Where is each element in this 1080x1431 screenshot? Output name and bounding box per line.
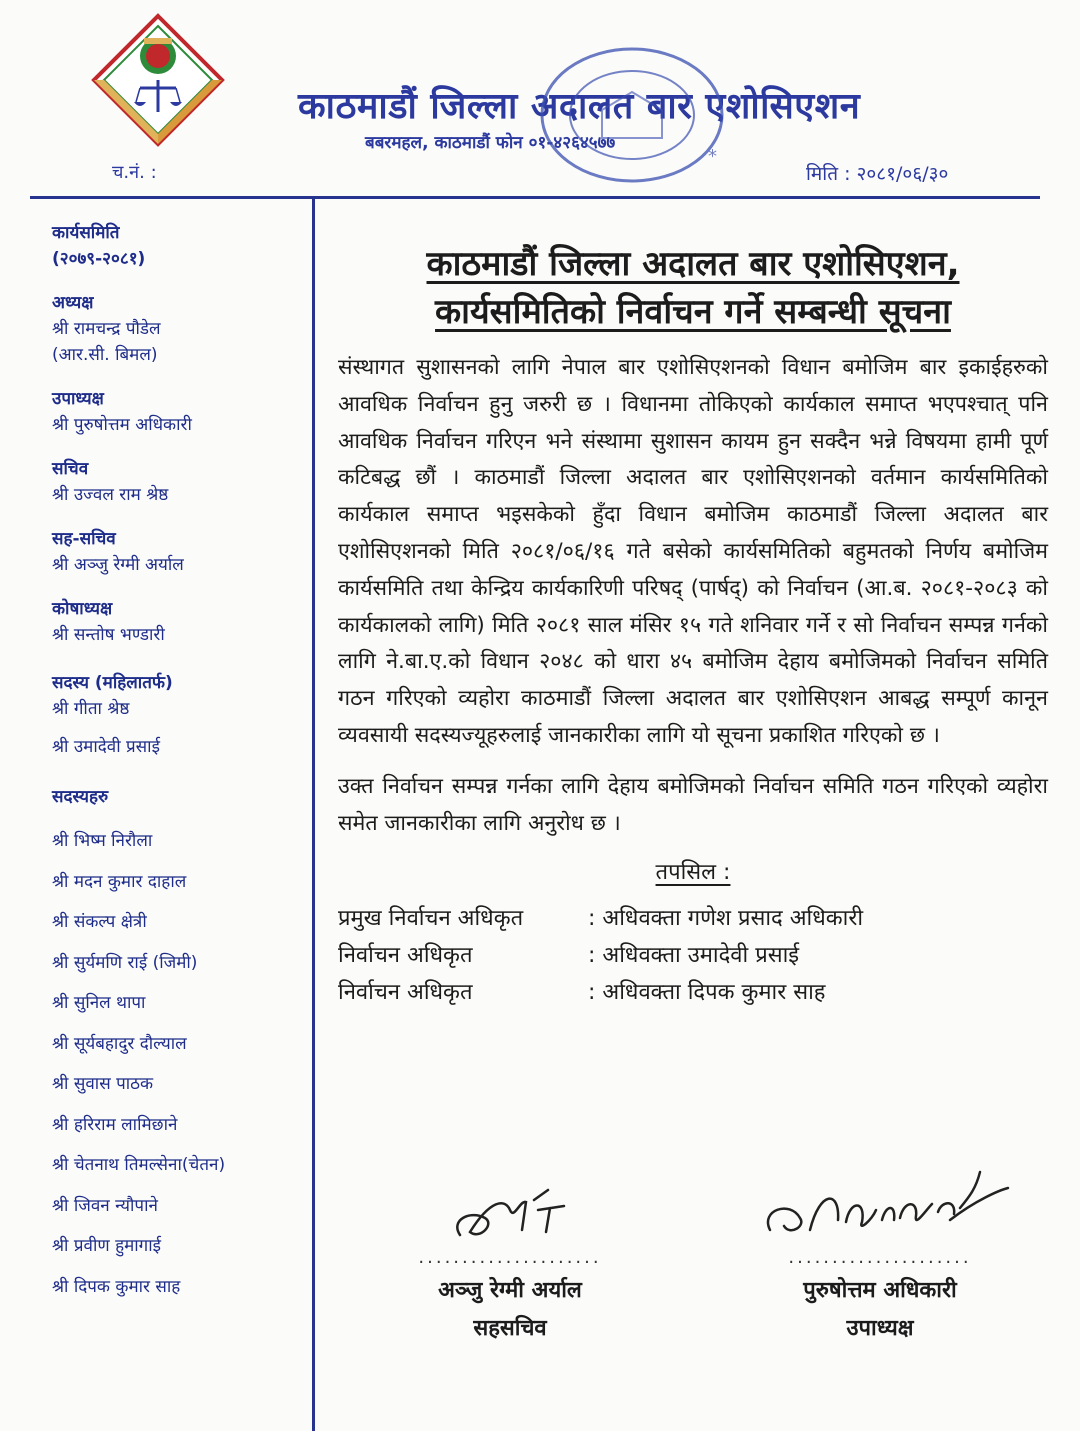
official-stamp-icon <box>532 40 732 190</box>
signatory-name: अञ्जु रेग्मी अर्याल <box>438 1278 582 1303</box>
bar-association-logo-icon <box>88 8 228 148</box>
organization-name: काठमाडौं जिल्ला अदालत बार एशोसिएशन <box>298 86 861 127</box>
signature-line: ..................... <box>788 1247 972 1268</box>
member-name: श्री चेतनाथ तिमल्सेना(चेतन) <box>52 1155 226 1175</box>
member-name: श्री हरिराम लामिछाने <box>52 1114 178 1135</box>
members-list <box>52 828 302 1314</box>
position-title: उपाध्यक्ष <box>52 389 104 409</box>
officer-name: : अधिवक्ता दिपक कुमार साह <box>588 979 826 1005</box>
position-holder: श्री सन्तोष भण्डारी <box>52 625 165 645</box>
signature-line: ..................... <box>418 1247 602 1268</box>
sidebar-divider <box>312 198 315 1431</box>
position-holder: श्री उज्वल राम श्रेष्ठ <box>52 485 169 505</box>
position-title: सचिव <box>52 459 89 479</box>
notice-body <box>338 240 1048 1009</box>
signature-block-joint-secretary <box>395 1180 625 1342</box>
reference-number-label: च.नं. : <box>112 162 157 183</box>
position-holder: श्री पुरुषोत्तम अधिकारी <box>52 415 192 435</box>
position-title: सदस्य (महिलातर्फ) <box>52 673 173 693</box>
member-name: श्री दिपक कुमार साह <box>52 1276 181 1297</box>
signatory-title: उपाध्यक्ष <box>846 1316 914 1341</box>
svg-text:*: * <box>708 146 717 167</box>
officer-role: निर्वाचन अधिकृत <box>338 979 473 1005</box>
header-divider <box>30 196 1040 199</box>
member-name: श्री सुवास पाठक <box>52 1074 154 1094</box>
member-name: श्री प्रवीण हुमागाई <box>52 1236 161 1256</box>
member-name: श्री भिष्म निरौला <box>52 831 153 851</box>
schedule-heading: तपसिल : <box>655 860 731 886</box>
committee-title: कार्यसमिति <box>52 223 120 243</box>
position-title: सह-सचिव <box>52 529 116 549</box>
handwritten-signature-icon <box>430 1180 590 1250</box>
signatory-title: सहसचिव <box>473 1316 547 1341</box>
signature-block-vice-president <box>750 1160 1010 1342</box>
committee-period: (२०७९-२०८१) <box>52 249 146 269</box>
position-holder-alias: (आर.सी. बिमल) <box>52 345 158 365</box>
member-name: श्री सुनिल थापा <box>52 993 146 1013</box>
position-title: कोषाध्यक्ष <box>52 599 113 619</box>
notice-title-line-1: काठमाडौं जिल्ला अदालत बार एशोसिएशन, <box>426 244 960 284</box>
organization-address: बबरमहल, काठमाडौं फोन ०१-४२६४५७७ <box>365 133 616 153</box>
officer-name: : अधिवक्ता गणेश प्रसाद अधिकारी <box>588 905 864 931</box>
position-holder: श्री उमादेवी प्रसाई <box>52 737 160 757</box>
signatory-name: पुरुषोत्तम अधिकारी <box>803 1278 957 1303</box>
position-holder: श्री अञ्जु रेग्मी अर्याल <box>52 555 184 575</box>
members-title: सदस्यहरु <box>52 787 109 807</box>
officer-row <box>338 898 1048 935</box>
handwritten-signature-icon <box>750 1160 1010 1250</box>
member-name: श्री सुर्यमणि राई (जिमी) <box>52 952 198 973</box>
member-name: श्री सूर्यबहादुर दौल्याल <box>52 1033 187 1054</box>
letter-date: मिति : २०८१/०६/३० <box>806 163 949 185</box>
position-holder: श्री गीता श्रेष्ठ <box>52 699 130 719</box>
notice-title-line-2: कार्यसमितिको निर्वाचन गर्ने सम्बन्धी सूचना <box>435 292 951 332</box>
notice-paragraph-1: संस्थागत सुशासनको लागि नेपाल बार एशोसिएशनको विधान बमोजिम बार इकाईहरुको आवधिक निर्वाचन हुनु जरुरी छ । विधानमा तोकिएको कार्यकाल समाप्त भएपश्चात् पनि आवधिक निर्वाचन गरिएन भने संस्थामा सुशासन कायम हुन सक्दैन भन्ने विषयमा हामी पूर्ण कटिबद्ध छौं । काठमाडौं जिल्ला अदालत बार एशोसिएशनको वर्तमान कार्यसमितिको कार्यकाल समाप्त भइसकेको हुँदा विधान बमोजिम काठमाडौं जिल्ला अदालत बार एशोसिएशनको मिति २०८१/०६/१६ गते बसेको कार्यसमितिको बहुमतको निर्णय बमोजिम कार्यसमिति तथा केन्द्रिय कार्यकारिणी परिषद् (पार्षद्) को निर्वाचन (आ.ब. २०८१-२०८३ को कार्यकालको लागि) मिति २०८१ साल मंसिर १५ गते शनिवार गर्ने र सो निर्वाचन सम्पन्न गर्नको लागि ने.बा.ए.को विधान २०४८ को धारा ४५ बमोजिम देहाय बमोजिमको निर्वाचन समिति गठन गरिएको व्यहोरा काठमाडौं जिल्ला अदालत बार एशोसिएशन आबद्ध सम्पूर्ण कानून व्यवसायी सदस्यज्यूहरुलाई जानकारीका लागि यो सूचना प्रकाशित गरिएको छ । <box>338 355 1048 748</box>
officer-role: निर्वाचन अधिकृत <box>338 942 473 968</box>
notice-paragraph-2: उक्त निर्वाचन सम्पन्न गर्नका लागि देहाय बमोजिमको निर्वाचन समिति गठन गरिएको व्यहोरा समेत जानकारीका लागि अनुरोध छ । <box>338 773 1048 836</box>
position-holder: श्री रामचन्द्र पौडेल <box>52 319 161 339</box>
officer-row <box>338 972 1048 1009</box>
committee-sidebar <box>52 220 302 1314</box>
election-officers-list <box>338 898 1048 1009</box>
member-name: श्री संकल्प क्षेत्री <box>52 912 147 932</box>
officer-role: प्रमुख निर्वाचन अधिकृत <box>338 905 524 931</box>
member-name: श्री जिवन न्यौपाने <box>52 1195 158 1216</box>
position-title: अध्यक्ष <box>52 293 94 313</box>
officer-name: : अधिवक्ता उमादेवी प्रसाई <box>588 942 800 968</box>
member-name: श्री मदन कुमार दाहाल <box>52 871 187 892</box>
officer-row <box>338 935 1048 972</box>
